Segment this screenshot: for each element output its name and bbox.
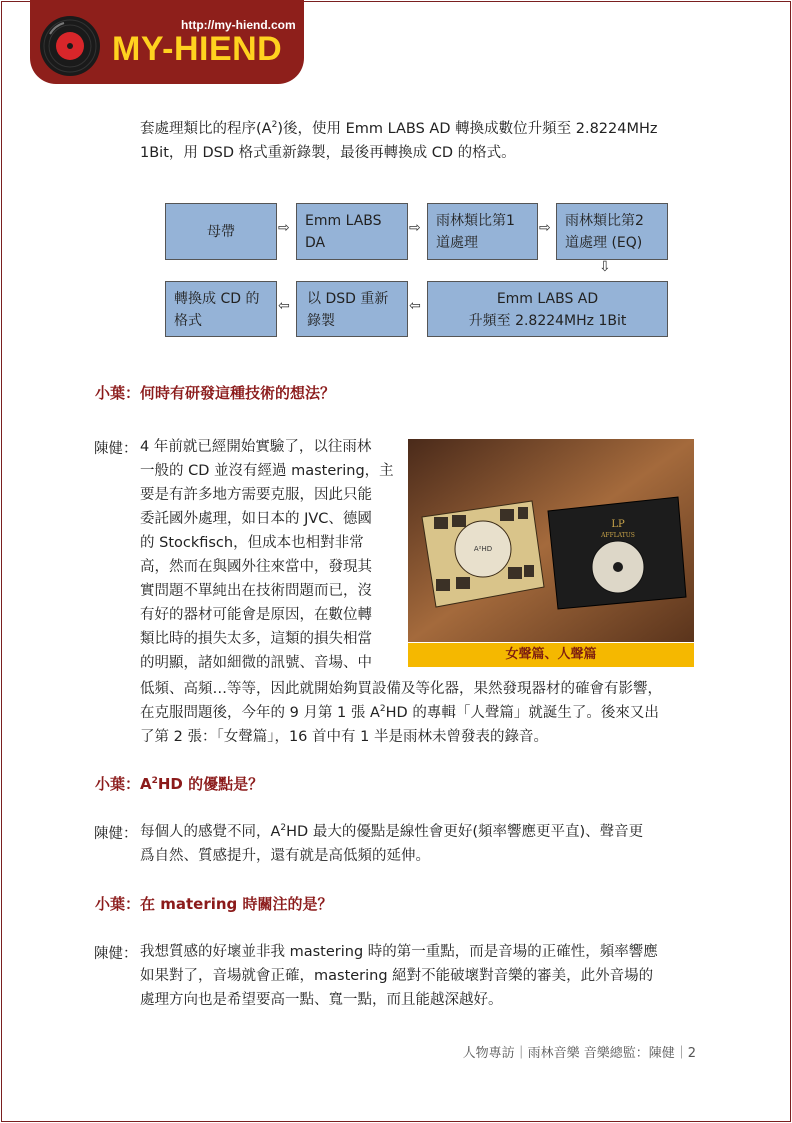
answer-3-line-2: 如果對了，音場就會正確，mastering 絕對不能破壞對音樂的審美，此外音場的 bbox=[140, 968, 654, 984]
photo-caption: 女聲篇、人聲篇 bbox=[408, 643, 694, 667]
intro-line-1: 套處理類比的程序$(A^2)$後，使用 Emm LABS AD 轉換成數位升頻至 2.8224MHz bbox=[140, 120, 658, 137]
arrow-left-icon: ⇦ bbox=[278, 298, 290, 314]
flow-box-emm-da: Emm LABS DA bbox=[296, 203, 408, 260]
question-2: 小葉：$A^2HD$ 的優點是？ bbox=[95, 775, 264, 793]
answer-1-line: 的明顯，諸如細微的訊號、音場、中 bbox=[140, 655, 372, 671]
answer-2-line-2: 爲自然、質感提升，還有就是高低頻的延伸。 bbox=[140, 848, 430, 864]
intro-line-2: 1Bit，用 DSD 格式重新錄製，最後再轉換成 CD 的格式。 bbox=[140, 145, 516, 161]
arrow-right-icon: ⇨ bbox=[539, 220, 551, 236]
question-3: 小葉：在 matering 時關注的是？ bbox=[95, 895, 333, 913]
answer-1-line: 實問題不單純出在技術問題而已，沒 bbox=[140, 583, 372, 599]
cd-right-title: LP bbox=[611, 519, 625, 530]
arrow-right-icon: ⇨ bbox=[278, 220, 290, 236]
question-1: 小葉：何時有研發這種技術的想法？ bbox=[95, 384, 336, 402]
answer-1-wide-2: 在克服問題後，今年的 9 月第 1 張 $A^2HD$ 的專輯「人聲篇」就誕生了。後來又出 bbox=[140, 704, 659, 721]
site-logo[interactable] bbox=[30, 0, 304, 84]
speaker-label: 陳健： bbox=[94, 946, 138, 962]
answer-1-line: 有好的器材可能會是原因，在數位轉 bbox=[140, 607, 372, 623]
flow-box-cd: 轉換成 CD 的 格式 bbox=[165, 281, 277, 337]
cd-left-label: A²HD bbox=[473, 545, 493, 553]
answer-1-line: 要是有許多地方需要克服，因此只能 bbox=[140, 487, 372, 503]
answer-1-line: 的 Stockfisch，但成本也相對非常 bbox=[140, 535, 364, 551]
vinyl-record-icon bbox=[38, 14, 102, 78]
flow-box-dsd: 以 DSD 重新 錄製 bbox=[296, 281, 408, 337]
flow-box-analog-1: 雨林類比第1 道處理 bbox=[427, 203, 538, 260]
speaker-label: 陳健： bbox=[94, 441, 138, 457]
answer-3-line-3: 處理方向也是希望要高一點、寬一點，而且能越深越好。 bbox=[140, 992, 503, 1008]
answer-1-line: 高，然而在與國外往來當中，發現其 bbox=[140, 559, 372, 575]
flow-box-master-tape: 母帶 bbox=[165, 203, 277, 260]
site-url[interactable]: http://my-hiend.com bbox=[181, 18, 296, 32]
arrow-left-icon: ⇦ bbox=[409, 298, 421, 314]
answer-2-line-1: 每個人的感覺不同，$A^2HD$ 最大的優點是線性會更好(頻率響應更平直)、聲音更 bbox=[140, 823, 644, 840]
answer-3-line-1: 我想質感的好壞並非我 mastering 時的第一重點，而是音場的正確性，頻率響應 bbox=[140, 944, 658, 960]
speaker-label: 陳健： bbox=[94, 826, 138, 842]
brand-name: MY-HIEND bbox=[112, 30, 283, 68]
page-footer: 人物專訪｜雨林音樂 音樂總監：陳健｜2 bbox=[462, 1046, 696, 1061]
album-photo bbox=[408, 439, 694, 642]
answer-1-line: 委託國外處理，如日本的 JVC、德國 bbox=[140, 511, 372, 527]
answer-1-line: 一般的 CD 並沒有經過 mastering，主 bbox=[140, 463, 394, 479]
arrow-right-icon: ⇨ bbox=[409, 220, 421, 236]
flow-box-emm-ad: Emm LABS AD 升頻至 2.8224MHz 1Bit bbox=[427, 281, 668, 337]
answer-1-line: 類比時的損失太多，這類的損失相當 bbox=[140, 631, 372, 647]
cd-right-sub: AFFLATUS bbox=[601, 532, 635, 539]
answer-1-line: 4 年前就已經開始實驗了，以往雨林 bbox=[140, 439, 372, 455]
answer-1-wide-3: 了第 2 張：「女聲篇」，16 首中有 1 半是雨林未曾發表的錄音。 bbox=[140, 729, 548, 745]
arrow-down-icon: ⇩ bbox=[599, 259, 611, 275]
answer-1-wide-1: 低頻、高頻…等等，因此就開始夠買設備及等化器，果然發現器材的確會有影響， bbox=[140, 681, 662, 697]
flow-box-analog-2: 雨林類比第2 道處理 (EQ) bbox=[556, 203, 668, 260]
